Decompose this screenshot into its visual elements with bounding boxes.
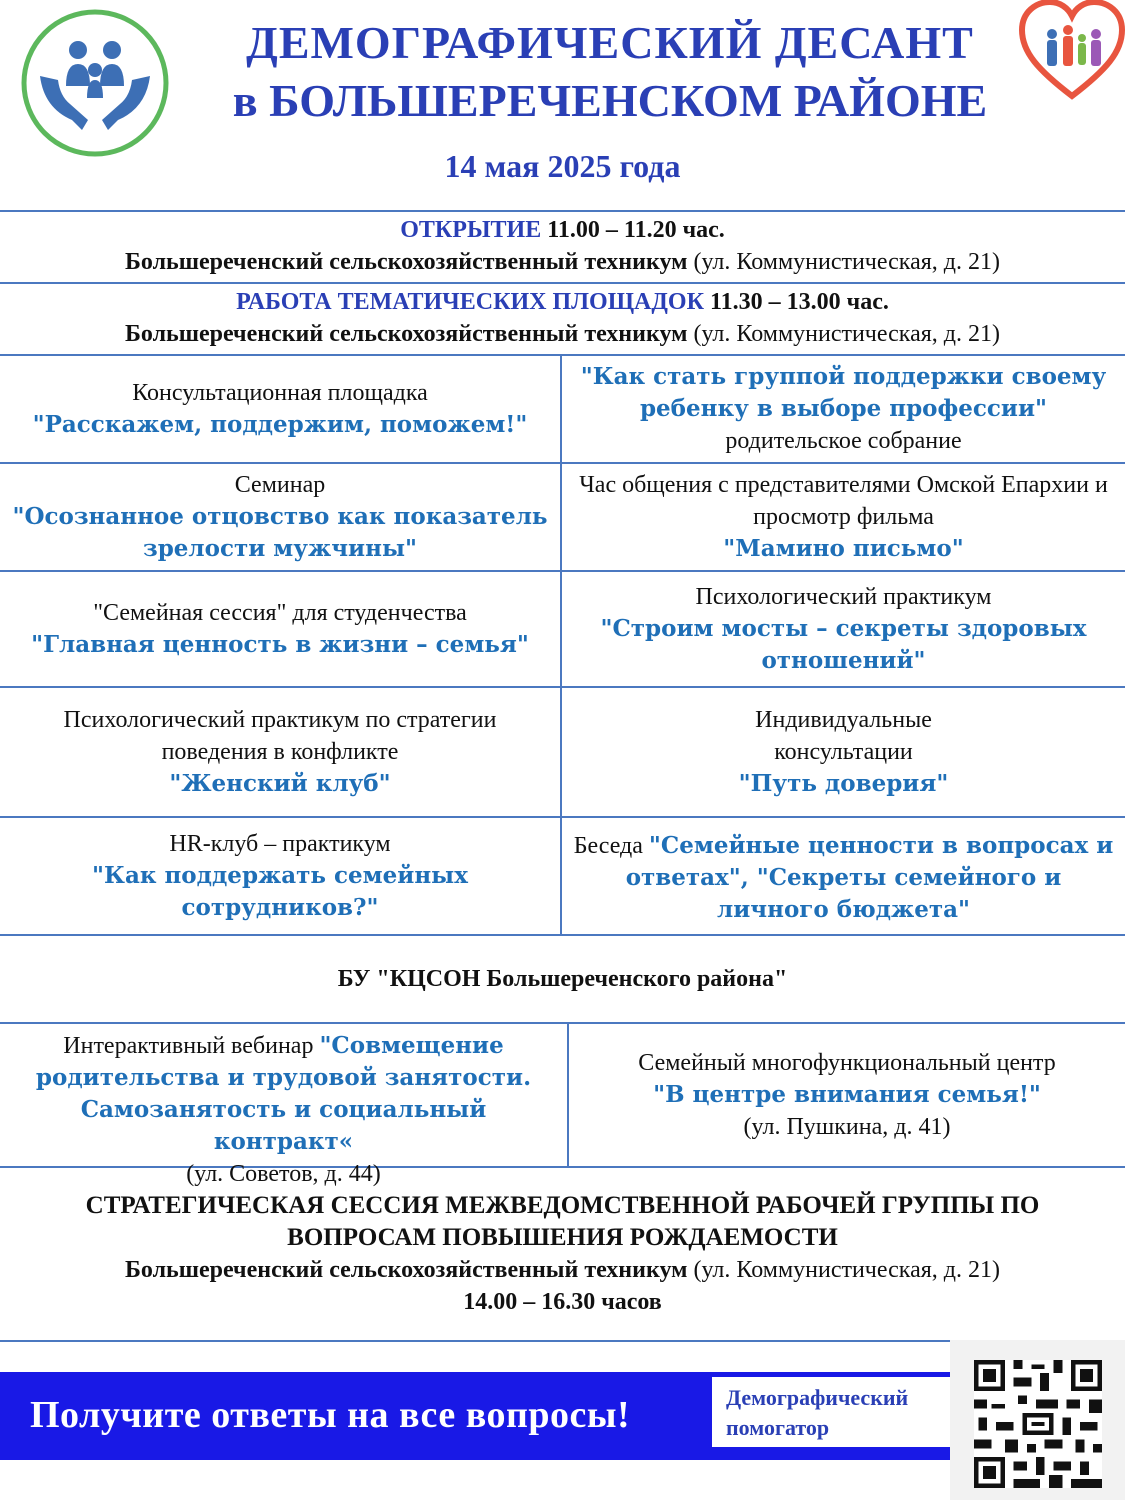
session-type: Индивидуальные консультации [755, 707, 932, 765]
helper-line-1: Демографический [726, 1385, 909, 1410]
session-cell [562, 572, 1125, 686]
session-title: "Семейные ценности в вопросах и ответах", "Секреты семейного и личного бюджета" [625, 832, 1114, 923]
workshops-time: 11.30 – 13.00 час. [703, 289, 889, 315]
helper-line-2: помогатор [726, 1415, 830, 1440]
session-type: Семейный многофункциональный центр [638, 1050, 1056, 1076]
session-title: "Главная ценность в жизни – семья" [31, 631, 529, 658]
session-type: родительское собрание [725, 428, 962, 454]
session-title: "Расскажем, поддержим, поможем!" [32, 411, 528, 438]
session-cell [562, 464, 1125, 570]
session-cell [0, 464, 562, 570]
opening-label: ОТКРЫТИЕ [400, 217, 542, 243]
session-title: "Строим мосты – секреты здоровых отношений" [600, 615, 1087, 674]
session-cell [562, 688, 1125, 816]
strategy-address: (ул. Коммунистическая, д. 21) [687, 1257, 1000, 1283]
qr-code-icon[interactable] [974, 1360, 1102, 1488]
title-line-1: ДЕМОГРАФИЧЕСКИЙ ДЕСАНТ [246, 17, 974, 68]
workshops-cell [0, 284, 1125, 354]
session-address: (ул. Советов, д. 44) [186, 1161, 381, 1187]
opening-row [0, 212, 1125, 284]
strategy-row [0, 1168, 1125, 1342]
session-row [0, 818, 1125, 936]
kcson-row [0, 936, 1125, 1024]
opening-cell [0, 212, 1125, 282]
kcson-sessions-row [0, 1024, 1125, 1187]
session-cell [0, 356, 562, 462]
session-title: "Мамино письмо" [723, 535, 964, 562]
session-type: Интерактивный вебинар [63, 1033, 320, 1059]
strategy-venue: Большереченский сельскохозяйственный техникум [125, 1257, 688, 1283]
workshops-row [0, 284, 1125, 356]
session-title: "Женский клуб" [169, 770, 391, 797]
kcson-session-cell [0, 1024, 569, 1187]
footer-cta: Получите ответы на все вопросы! [30, 1394, 631, 1436]
title-line-2: в БОЛЬШЕРЕЧЕНСКОМ РАЙОНЕ [232, 75, 988, 126]
strategy-cell [0, 1168, 1125, 1340]
opening-venue: Большереченский сельскохозяйственный техникум [125, 249, 688, 275]
session-title: "Путь доверия" [738, 770, 949, 797]
program-table [0, 210, 1125, 1342]
session-title: "Осознанное отцовство как показатель зрелости мужчины" [12, 503, 548, 562]
session-type: Психологический практикум по стратегии поведения в конфликте [63, 707, 497, 765]
session-type: Консультационная площадка [132, 380, 428, 406]
session-address: (ул. Пушкина, д. 41) [743, 1114, 951, 1140]
workshops-venue: Большереченский сельскохозяйственный техникум [125, 321, 688, 347]
session-cell [562, 818, 1125, 934]
kcson-session-cell [569, 1024, 1125, 1166]
session-type: Семинар [234, 472, 326, 498]
session-title: "Как стать группой поддержки своему ребенку в выборе профессии" [580, 363, 1107, 422]
event-date: 14 мая 2025 года [444, 148, 681, 184]
page-title [180, 14, 1040, 130]
session-cell [562, 356, 1125, 462]
strategy-time: 14.00 – 16.30 часов [463, 1289, 662, 1315]
session-type: Беседа [573, 833, 649, 859]
session-cell [0, 572, 562, 686]
session-type: HR-клуб – практикум [169, 831, 391, 857]
opening-time: 11.00 – 11.20 час. [541, 217, 725, 243]
session-type: Психологический практикум [695, 584, 992, 610]
session-title: "В центре внимания семья!" [653, 1081, 1041, 1108]
strategy-title: СТРАТЕГИЧЕСКАЯ СЕССИЯ МЕЖВЕДОМСТВЕННОЙ РАБОЧЕЙ ГРУППЫ ПО ВОПРОСАМ ПОВЫШЕНИЯ РОЖДАЕМОСТИ [85, 1192, 1040, 1251]
session-row [0, 688, 1125, 818]
demographic-helper-link[interactable] [712, 1377, 950, 1447]
opening-address: (ул. Коммунистическая, д. 21) [687, 249, 1000, 275]
session-row [0, 572, 1125, 688]
session-title: "Совмещение родительства и трудовой занятости. Самозанятость и социальный контракт« [35, 1032, 532, 1155]
session-cell [0, 818, 562, 934]
session-cell [0, 688, 562, 816]
session-row [0, 356, 1125, 464]
qr-panel [950, 1340, 1125, 1500]
session-type: "Семейная сессия" для студенчества [93, 600, 467, 626]
workshops-label: РАБОТА ТЕМАТИЧЕСКИХ ПЛОЩАДОК [236, 289, 704, 315]
kcson-label: БУ "КЦСОН Большереченского района" [337, 966, 788, 992]
family-in-hands-icon [20, 8, 170, 158]
workshops-address: (ул. Коммунистическая, д. 21) [687, 321, 1000, 347]
session-title: "Как поддержать семейных сотрудников?" [92, 862, 468, 921]
session-row [0, 464, 1125, 572]
session-type: Час общения с представителями Омской Епархии и просмотр фильма [579, 472, 1108, 530]
